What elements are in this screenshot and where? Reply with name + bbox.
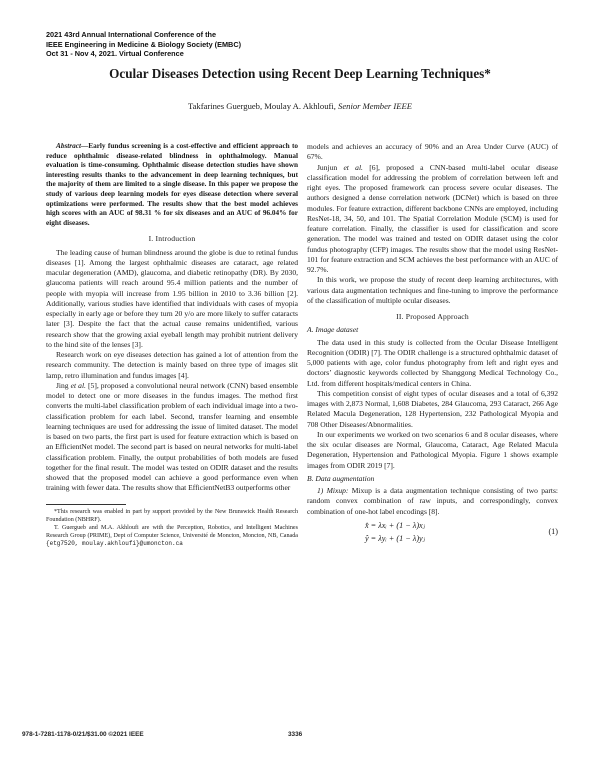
approach-heading: II. Proposed Approach xyxy=(396,312,469,321)
abstract xyxy=(46,142,298,228)
right-paragraph-1: models and achieves an accuracy of 90% and an Area Under Curve (AUC) of 67%. xyxy=(307,142,558,162)
right-paragraph-2 xyxy=(307,163,558,276)
right-paragraph-3: In this work, we propose the study of recent deep learning architectures, with various data augmentation techniques and fine-tuning to improve the performance of the classification of multiple ocular diseases. xyxy=(307,275,558,305)
conference-line-1: 2021 43rd Annual International Conference of the xyxy=(46,30,217,39)
footnote-divider xyxy=(46,504,126,505)
equation-number: (1) xyxy=(548,526,558,536)
footer-isbn: 978-1-7281-1178-0/21/$31.00 ©2021 IEEE xyxy=(22,731,144,738)
intro-paragraph-2: Research work on eye diseases detection has gained a lot of attention from the research community. The detection is mainly based on three type of images slit lamp, retro illumination and fundus images [4]. xyxy=(46,350,298,380)
jing-etal: et al. xyxy=(70,380,86,390)
paper-authors xyxy=(40,101,560,111)
mixup-label: 1) Mixup: xyxy=(317,486,349,495)
intro-paragraph-1: The leading cause of human blindness around the globe is due to retinal fundus diseases [1]. Among the largest ophthalmic diseases are cataract, age related macular degeneration (AMD), glaucoma, and diabetic retinopathy (DR). By 2030, glaucoma patients will reach around 95.4 million patients and the number of people with myopia will increase from 1.95 billion in 2010 to 3.36 billion [2]. Additionally, various studies have identified that individuals with cases of myopia especially in early age or before they turn 20 y/o are more likely to suffer cataracts later [3]. Despite the fact that the actual cause remains unidentified, various research show that the growing axial eyeball length may prohibit nutrient delivery to the hind site of the lenses [3]. xyxy=(46,247,298,349)
left-column xyxy=(46,142,298,548)
intro-paragraph-3-text: [5], proposed a convolutional neural network (CNN) based ensemble model to detect one or more diseases in the fundus images. The method first converts the multi-label classification problem of each individual image into a two-classification problem for each label. Second, transfer learning and ensemble learning techniques are used for addressing the issue of limited dataset. The model is based on two parts, the first part is used for feature extraction which is based on an EfficientNet model. The second part is based on neural networks for multi-label classification problem. Finally, the output probabilities of both models are fused together for the final result. The model was tested on ODIR dataset and the results showed that the proposed model can achieve a good performance even when training with fewer data. The results show that EfficientNetB3 outperforms other xyxy=(46,380,299,493)
equation-1 xyxy=(307,521,558,549)
equation-line-1: x̂ = λxᵢ + (1 − λ)xⱼ xyxy=(365,520,425,530)
page-number: 3336 xyxy=(288,731,303,738)
paper-title: Ocular Diseases Detection using Recent Deep Learning Techniques* xyxy=(109,66,491,81)
footnotes xyxy=(46,508,298,548)
equation-line-2: ŷ = λyᵢ + (1 − λ)yⱼ xyxy=(365,533,425,543)
junjun-author: Junjun xyxy=(317,162,338,172)
junjun-etal: et al. xyxy=(343,162,363,172)
right-column xyxy=(307,142,558,549)
dataset-paragraph-2: This competition consist of eight types of ocular diseases and a total of 6,392 images with 2,873 Normal, 1,608 Diabetes, 284 Glaucoma, 293 Cataract, 266 Age Related Macula Degeneration, 128 Hypertension, 232 Pathological Myopia and 708 Other Diseases/Abnormalities. xyxy=(307,388,558,429)
conference-line-3: Oct 31 - Nov 4, 2021. Virtual Conference xyxy=(46,49,184,59)
footnote-emails: {etg7520, moulay.akhloufi}@umoncton.ca xyxy=(46,539,183,547)
footnote-affiliation xyxy=(46,524,298,548)
intro-heading: I. Introduction xyxy=(148,234,196,244)
author-names: Takfarines Guergueb, Moulay A. Akhloufi, xyxy=(187,101,336,111)
conference-header xyxy=(46,30,241,59)
footnote-affiliation-text: T. Guergueb and M.A. Akhloufi are with the Perception, Robotics, and Intelligent Machines Research Group (PRIME), Dept of Computer Science, Université de Moncton, Moncton, NB, Canada xyxy=(46,524,298,539)
intro-paragraph-3 xyxy=(46,381,298,494)
author-role: Senior Member IEEE xyxy=(338,101,413,111)
right-paragraph-2-text: [6], proposed a CNN-based multi-label ocular disease classification model for addressing the problem of correlation between left and right eyes. The proposed framework can process severe ocular diseases. The authors designed a dense correlation network (DCNet) which is based on three modules. For feature extraction, different backbone CNNs are employed, including ResNet-18, 34, 50, and 101. The Spatial Correlation Module (SCM) is used for feature correlation. Finally, the classifier is used for classification and score generation. The model was trained and tested on ODIR dataset using the color fundus photography (CFP) images. The results show that the model using ResNet-101 for feature extraction and SCM achieves the best performance with an AUC of 92.7%. xyxy=(307,162,559,274)
abstract-text: —Early fundus screening is a cost-effective and efficient approach to reduce ophthalmic disease-related blindness in ophthalmology. Manual evaluation is time-consuming. Ophthalmic disease detection studies have shown interesting results thanks to the advancement in deep learning techniques, but the majority of them are limited to a single disease. In this paper we propose the study of various deep learning models for eyes disease detection where several optimizations were performed. The results show that the best model achieves high scores with an AUC of 98.31 % for six diseases and an AUC of 96.04% for eight diseases. xyxy=(46,142,298,227)
image-dataset-heading: A. Image dataset xyxy=(307,325,359,335)
footnote-funding: *This research was enabled in part by support provided by the New Brunswick Health Research Foundation (NBHRF). xyxy=(46,508,298,523)
augmentation-heading: B. Data augmentation xyxy=(307,473,375,483)
mixup-paragraph xyxy=(307,486,558,517)
abstract-label: Abstract xyxy=(56,142,81,150)
mixup-text: Mixup is a data augmentation technique consisting of two parts: random convex combination of raw inputs, and correspondingly, convex combination of one-hot label encodings [8]. xyxy=(307,486,558,516)
dataset-paragraph-1: The data used in this study is collected from the Ocular Disease Intelligent Recognition (ODIR) [7]. The ODIR challenge is a structured ophthalmic dataset of 5,000 patients with age, color fundus photography from left and right eyes and doctors’ diagnostic keywords collected by Shanggong Medical Technology Co., Ltd. from different hospitals/medical centers in China. xyxy=(307,337,558,388)
conference-line-2: IEEE Engineering in Medicine & Biology Society (EMBC) xyxy=(46,39,242,49)
jing-author: Jing xyxy=(56,380,69,390)
dataset-paragraph-3: In our experiments we worked on two scenarios 6 and 8 ocular diseases, where the six ocular diseases are Normal, Glaucoma, Cataract, Age Related Macula Degeneration, Hypertension and Pathological Myopia. Figure 1 shows example images from ODIR 2019 [7]. xyxy=(307,429,558,470)
